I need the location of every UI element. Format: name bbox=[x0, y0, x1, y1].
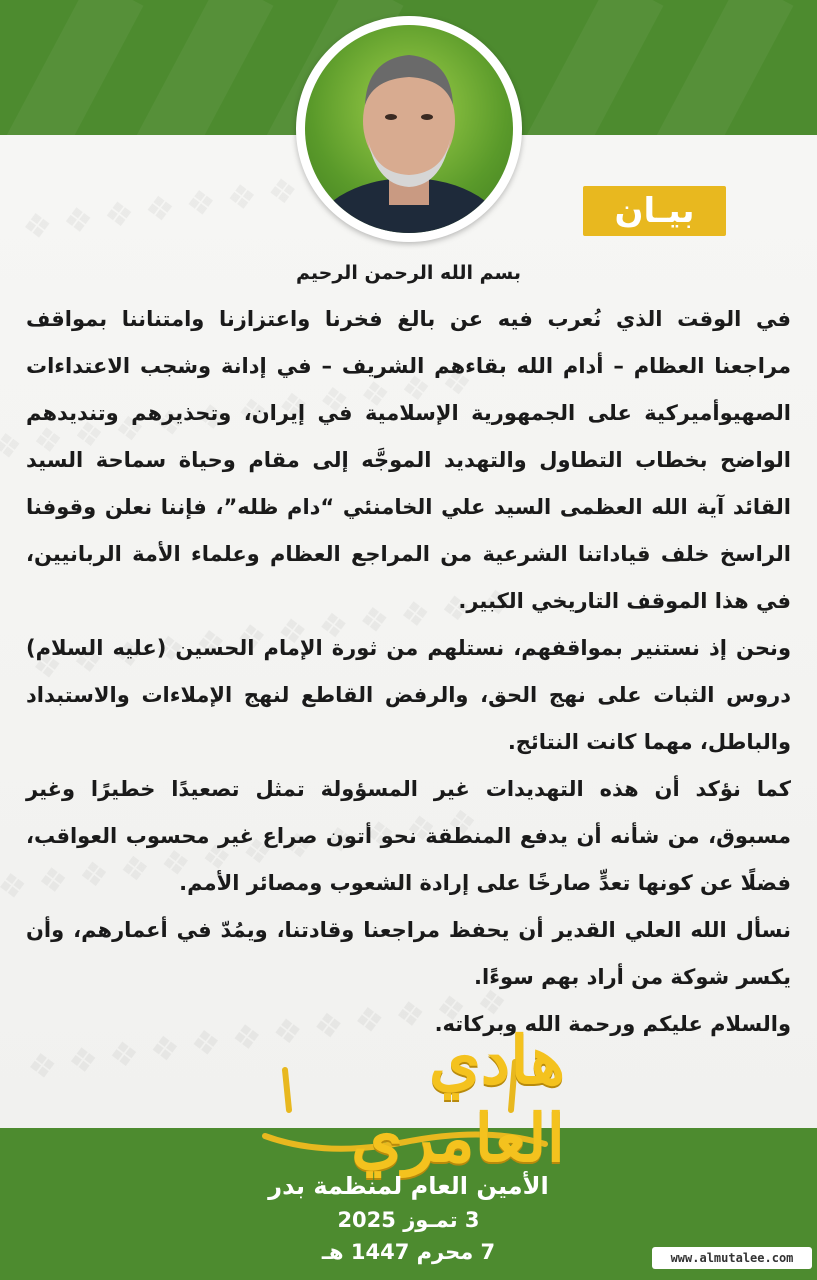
paragraph: نسأل الله العلي القدير أن يحفظ مراجعنا وقادتنا، ويمُدّ في أعمارهم، وأن يكسر شوكة من أراد بهم سوءًا. bbox=[26, 918, 791, 989]
statement-badge bbox=[583, 186, 726, 236]
badge-label: بيـان bbox=[614, 191, 695, 231]
website-label: www.almutalee.com bbox=[652, 1247, 812, 1269]
statement-body bbox=[26, 296, 791, 1048]
signature-text: هادي العامري bbox=[351, 1021, 565, 1177]
signature-calligraphy bbox=[245, 1021, 565, 1177]
paragraph: والسلام عليكم ورحمة الله وبركاته. bbox=[434, 1012, 791, 1036]
basmala: بسم الله الرحمن الرحيم bbox=[296, 262, 521, 284]
paragraph: كما نؤكد أن هذه التهديدات غير المسؤولة تمثل تصعيدًا خطيرًا وغير مسبوق، من شأنه أن يدفع المنطقة نحو أتون صراع غير محسوب العواقب، فضلًا عن كونها تعدٍّ صارخًا على إرادة الشعوب ومصائر الأمم. bbox=[26, 777, 791, 895]
date-hijri: 7 محرم 1447 هـ bbox=[321, 1240, 496, 1264]
paragraph: في الوقت الذي نُعرب فيه عن بالغ فخرنا واعتزازنا وامتناننا بمواقف مراجعنا العظام – أدام الله بقاءهم الشريف – في إدانة وشجب الاعتداءات الصهيوأميركية على الجمهورية الإسلامية في إيران، وتحذيرهم وتنديدهم الواضح بخطاب التطاول والتهديد الموجَّه إلى مقام وحياة سماحة السيد القائد آية الله العظمى السيد علي الخامنئي “دام ظله”، فإننا نعلن وقوفنا الراسخ خلف قياداتنا الشرعية من المراجع العظام وعلماء الأمة الربانيين، في هذا الموقف التاريخي الكبير. bbox=[26, 307, 791, 613]
date-gregorian: 3 تمـوز 2025 bbox=[337, 1208, 480, 1232]
paragraph: ونحن إذ نستنير بمواقفهم، نستلهم من ثورة الإمام الحسين (عليه السلام) دروس الثبات على نهج الحق، والرفض القاطع لنهج الإملاءات والاستبداد والباطل، مهما كانت النتائج. bbox=[26, 636, 791, 754]
signer-title: الأمين العام لمنظمة بدر bbox=[268, 1172, 549, 1200]
portrait-photo bbox=[305, 25, 513, 233]
